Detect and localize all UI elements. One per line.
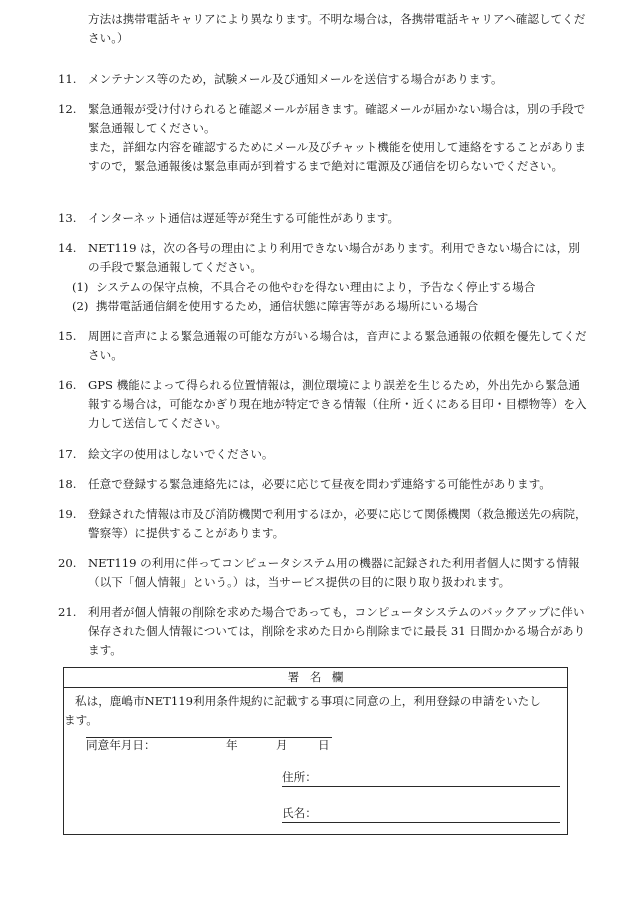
consent-date-field[interactable]	[86, 737, 332, 752]
term-number: 18.	[58, 477, 77, 491]
address-field[interactable]	[282, 769, 560, 787]
term-text: インターネット通信は遅延等が発生する可能性があります。	[88, 211, 400, 225]
sub-number: (2)	[72, 299, 89, 313]
address-label: 住所：	[282, 770, 317, 784]
term-text: 登録された情報は市及び消防機関で利用するほか，必要に応じて関係機関（救急搬送先の病院，警察等）に提供することがあります。	[88, 507, 587, 540]
term-text: NET119 の利用に伴ってコンピュータシステム用の機器に記録された利用者個人に関する情報（以下「個人情報」という。）は，当サービス提供の目的に限り取り扱われます。	[88, 556, 580, 589]
year-label: 年	[226, 738, 238, 752]
sub-item-2	[72, 297, 588, 316]
term-number: 17.	[58, 447, 77, 461]
month-label: 月	[276, 738, 288, 752]
consent-date-label: 同意年月日：	[86, 738, 156, 752]
day-label: 日	[318, 738, 330, 752]
term-item-17	[58, 445, 588, 464]
term-number: 20.	[58, 556, 77, 570]
sub-text: 携帯電話通信網を使用するため，通信状態に障害等がある場所にいる場合	[96, 299, 479, 313]
term-text: 任意で登録する緊急連絡先には，必要に応じて昼夜を問わず連絡する可能性があります。	[88, 477, 551, 491]
term-number: 13.	[58, 211, 77, 225]
name-label: 氏名：	[282, 806, 317, 820]
sub-item-1	[72, 278, 588, 297]
term-item-18	[58, 475, 588, 494]
term-text: 絵文字の使用はしないでください。	[88, 447, 274, 461]
term-item-11	[58, 70, 588, 89]
name-field[interactable]	[282, 805, 560, 823]
term-text: メンテナンス等のため，試験メール及び通知メールを送信する場合があります。	[88, 72, 503, 86]
term-number: 11.	[58, 72, 77, 86]
term-text: 利用者が個人情報の削除を求めた場合であっても，コンピュータシステムのバックアップに伴い保存された個人情報については，削除を求めた日から削除までに最長 31 日間かかる場合があります。	[88, 605, 586, 657]
term-item-21	[58, 603, 588, 660]
term-text: GPS 機能によって得られる位置情報は，測位環境により誤差を生じるため，外出先から緊急通報する場合は，可能なかぎり現在地が特定できる情報（住所・近くにある目印・目標物等）を入力して送信してください。	[88, 378, 587, 430]
continued-text: 方法は携帯電話キャリアにより異なります。不明な場合は，各携帯電話キャリアへ確認してください。）	[88, 12, 586, 45]
term-item-20	[58, 554, 588, 592]
term-number: 15.	[58, 329, 77, 343]
term-item-13	[58, 209, 588, 228]
consent-statement: 私は，鹿嶋市NET119利用条件規約に記載する事項に同意の上，利用登録の申請をいたします。	[64, 694, 541, 727]
term-number: 14.	[58, 241, 77, 255]
term-text: NET119 は，次の各号の理由により利用できない場合があります。利用できない場合には，別の手段で緊急通報してください。	[88, 241, 580, 274]
term-text: 周囲に音声による緊急通報の可能な方がいる場合は，音声による緊急通報の依頼を優先してください。	[88, 329, 587, 362]
term-item-15	[58, 327, 588, 365]
term-item-16	[58, 376, 588, 433]
term-number: 12.	[58, 102, 77, 116]
term-number: 16.	[58, 378, 77, 392]
sub-number: (1)	[72, 280, 89, 294]
term-item-14	[58, 239, 588, 277]
term-number: 21.	[58, 605, 77, 619]
term-text: また，詳細な内容を確認するためにメール及びチャット機能を使用して連絡をすることがありますので，緊急通報後は緊急車両が到着するまで絶対に電源及び通信を切らないでください。	[88, 140, 586, 173]
term-number: 19.	[58, 507, 77, 521]
signature-title: 署名欄	[64, 668, 567, 688]
signature-box	[63, 667, 568, 835]
term-item-12	[58, 100, 588, 176]
term-item-19	[58, 505, 588, 543]
sub-text: システムの保守点検，不具合その他やむを得ない理由により，予告なく停止する場合	[96, 280, 536, 294]
term-text: 緊急通報が受け付けられると確認メールが届きます。確認メールが届かない場合は，別の手段で緊急通報してください。	[88, 102, 586, 135]
